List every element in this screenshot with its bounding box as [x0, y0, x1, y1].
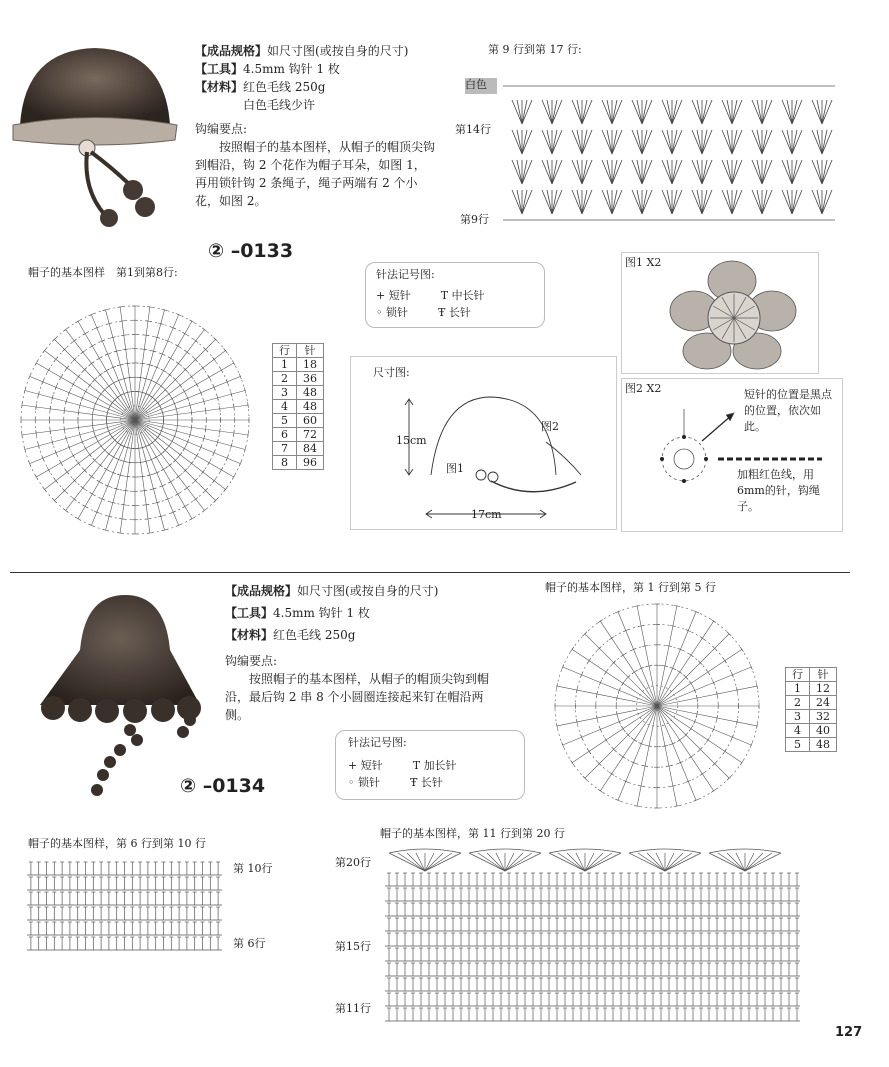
- material-value-2: 白色毛线少许: [243, 98, 316, 112]
- key-title: 钩编要点:: [225, 654, 278, 668]
- material-label: 【材料】: [195, 80, 244, 94]
- chart-rows11-20: [335, 843, 800, 1023]
- row14-label: 第14行: [455, 123, 491, 136]
- base-chart-title-2: 帽子的基本图样，第 1 行到第 5 行: [545, 581, 716, 594]
- stitch-table-2: [785, 667, 837, 752]
- table-row: 3 32: [786, 710, 837, 724]
- spec-label: 【成品规格】: [195, 44, 268, 58]
- chart-title-rows9-17: 第 9 行到第 17 行:: [488, 43, 582, 56]
- size-title: 尺寸图:: [373, 366, 410, 379]
- legend-title: 针法记号图:: [376, 268, 435, 281]
- table-row: 2 36: [273, 372, 324, 386]
- material-label: 【材料】: [225, 628, 274, 642]
- legend-sc: + 短针: [376, 289, 411, 302]
- figure-2: [621, 378, 843, 532]
- legend-hdc: T 加长针: [412, 759, 457, 772]
- spec-label: 【成品规格】: [225, 584, 298, 598]
- size-width: 17cm: [471, 508, 502, 521]
- table-header-stitch: 针: [297, 344, 324, 358]
- fig2-title: 图2 X2: [625, 382, 662, 395]
- page-number: 127: [835, 1025, 863, 1040]
- stitch-legend-2: [335, 730, 525, 800]
- row9-label: 第9行: [460, 213, 489, 226]
- size-fig2-label: 图2: [541, 420, 559, 433]
- material-value: 红色毛线 250g: [243, 80, 326, 94]
- table-row: 5 60: [273, 414, 324, 428]
- table-header-row: 行: [786, 668, 810, 682]
- chart-rows9-17: [455, 70, 845, 230]
- legend-sc: + 短针: [348, 759, 383, 772]
- key-title: 钩编要点:: [195, 122, 248, 136]
- spec-value: 如尺寸图(或按自身的尺寸): [267, 44, 409, 58]
- legend-ch: ◦ 锁针: [376, 306, 408, 319]
- stitch-legend-1: [365, 262, 545, 328]
- chart-title-rows11-20: 帽子的基本图样，第 11 行到第 20 行: [380, 827, 565, 840]
- circular-chart-2: [545, 598, 775, 816]
- row11-label: 第11行: [335, 1002, 371, 1015]
- row10-label: 第 10行: [233, 862, 273, 875]
- instructions-0133: [195, 42, 445, 210]
- spec-value: 如尺寸图(或按自身的尺寸): [297, 584, 439, 598]
- hat-photo-0133: [5, 40, 185, 230]
- row20-label: 第20行: [335, 856, 371, 869]
- table-row: 2 24: [786, 696, 837, 710]
- fig1-title: 图1 X2: [625, 256, 662, 269]
- circular-chart-1: [15, 288, 265, 558]
- material-value: 红色毛线 250g: [273, 628, 356, 642]
- table-row: 3 48: [273, 386, 324, 400]
- chart-title-rows6-10: 帽子的基本图样，第 6 行到第 10 行: [28, 837, 206, 850]
- legend-ch: ◦ 锁针: [348, 776, 380, 789]
- table-row: 4 40: [786, 724, 837, 738]
- legend-hdc: T 中长针: [440, 289, 485, 302]
- fig2-note-2: 加粗红色线，用6mm的针，钩绳子。: [737, 468, 820, 513]
- table-row: 1 12: [786, 682, 837, 696]
- tool-label: 【工具】: [225, 606, 274, 620]
- stitch-table-1: [272, 343, 324, 470]
- row15-label: 第15行: [335, 940, 371, 953]
- table-row: 6 72: [273, 428, 324, 442]
- size-height: 15cm: [396, 434, 427, 447]
- pattern-code-0133: ② –0133: [208, 240, 294, 262]
- size-diagram: [350, 356, 617, 530]
- table-row: 5 48: [786, 738, 837, 752]
- size-fig1-label: 图1: [446, 462, 464, 475]
- legend-dc: Ŧ 长针: [438, 306, 471, 319]
- chart-rows6-10: [25, 856, 305, 956]
- table-header-row: 行: [273, 344, 297, 358]
- section-divider: [10, 572, 850, 573]
- key-text: 按照帽子的基本图样，从帽子的帽顶尖钩到帽沿，钩 2 个花作为帽子耳朵，如图 1，再用锁针钩 2 条绳子，绳子两端有 2 个小花，如图 2。: [195, 140, 436, 208]
- fig2-note: 短针的位置是黑点的位置，依次如此。: [744, 388, 832, 433]
- row6-label: 第 6行: [233, 937, 266, 950]
- figure-1: [621, 252, 819, 374]
- tool-value: 4.5mm 钩针 1 枚: [273, 606, 370, 620]
- table-row: 8 96: [273, 456, 324, 470]
- legend-dc: Ŧ 长针: [410, 776, 443, 789]
- legend-title: 针法记号图:: [348, 736, 407, 749]
- table-row: 4 48: [273, 400, 324, 414]
- pattern-code-0134: ② –0134: [180, 775, 266, 797]
- tool-value: 4.5mm 钩针 1 枚: [243, 62, 340, 76]
- table-row: 1 18: [273, 358, 324, 372]
- table-row: 7 84: [273, 442, 324, 456]
- key-text: 按照帽子的基本图样，从帽子的帽顶尖钩到帽沿，最后钩 2 串 8 个小圆圈连接起来钉在帽沿两侧。: [225, 672, 490, 722]
- base-chart-title: 帽子的基本图样 第1到第8行:: [28, 266, 178, 279]
- tool-label: 【工具】: [195, 62, 244, 76]
- instructions-0134: [225, 582, 515, 724]
- table-header-stitch: 针: [810, 668, 837, 682]
- white-label: 白色: [465, 78, 487, 91]
